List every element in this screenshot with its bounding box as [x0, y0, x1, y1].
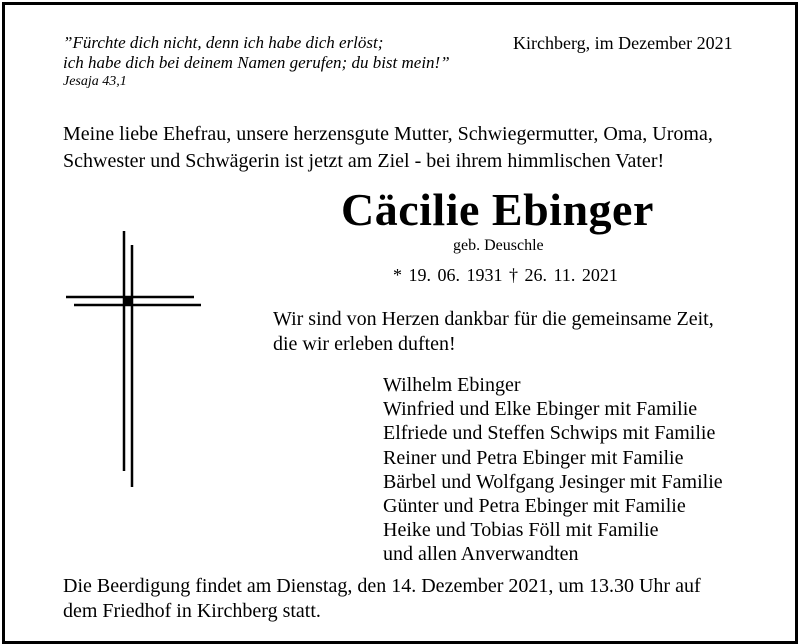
list-item: Reiner und Petra Ebinger mit Familie [383, 446, 684, 469]
funeral-info [63, 574, 701, 624]
list-item: Günter und Petra Ebinger mit Familie [383, 495, 686, 518]
list-item: Elfriede und Steffen Schwips mit Familie [383, 422, 716, 445]
quote-line-2: ich habe dich bei deinem Namen gerufen; du bist mein!” [63, 53, 450, 72]
intro-line-2: Schwester und Schwägerin ist jetzt am Ziel - bei ihrem himmlischen Vater! [63, 150, 665, 172]
funeral-line-2: dem Friedhof in Kirchberg statt. [63, 600, 321, 622]
list-item: Wilhelm Ebinger [383, 374, 521, 396]
thanks-text [273, 307, 714, 357]
obituary-notice [2, 2, 798, 644]
mourners-list [383, 373, 723, 567]
place-date: Kirchberg, im Dezember 2021 [513, 33, 733, 53]
list-item: und allen Anverwandten [383, 543, 579, 566]
thanks-line-2: die wir erleben duften! [273, 333, 456, 355]
thanks-line-1: Wir sind von Herzen dankbar für die gemeinsame Zeit, [273, 308, 714, 330]
list-item: Bärbel und Wolfgang Jesinger mit Familie [383, 470, 723, 493]
maiden-name: geb. Deuschle [453, 237, 544, 254]
list-item: Heike und Tobias Föll mit Familie [383, 519, 659, 542]
list-item: Winfried und Elke Ebinger mit Familie [383, 398, 698, 421]
intro-line-1: Meine liebe Ehefrau, unsere herzensgute Mutter, Schwiegermutter, Oma, Uroma, [63, 123, 713, 145]
life-dates: * 19. 06. 1931 † 26. 11. 2021 [393, 265, 618, 285]
quote-line-1: ”Fürchte dich nicht, denn ich habe dich erlöst; [63, 33, 384, 52]
deceased-name: Cäcilie Ebinger [341, 184, 654, 235]
intro-text [63, 121, 713, 175]
cross-icon [62, 231, 206, 493]
funeral-line-1: Die Beerdigung findet am Dienstag, den 14. Dezember 2021, um 13.30 Uhr auf [63, 575, 701, 597]
bible-quote [63, 33, 450, 91]
quote-reference: Jesaja 43,1 [63, 74, 127, 89]
